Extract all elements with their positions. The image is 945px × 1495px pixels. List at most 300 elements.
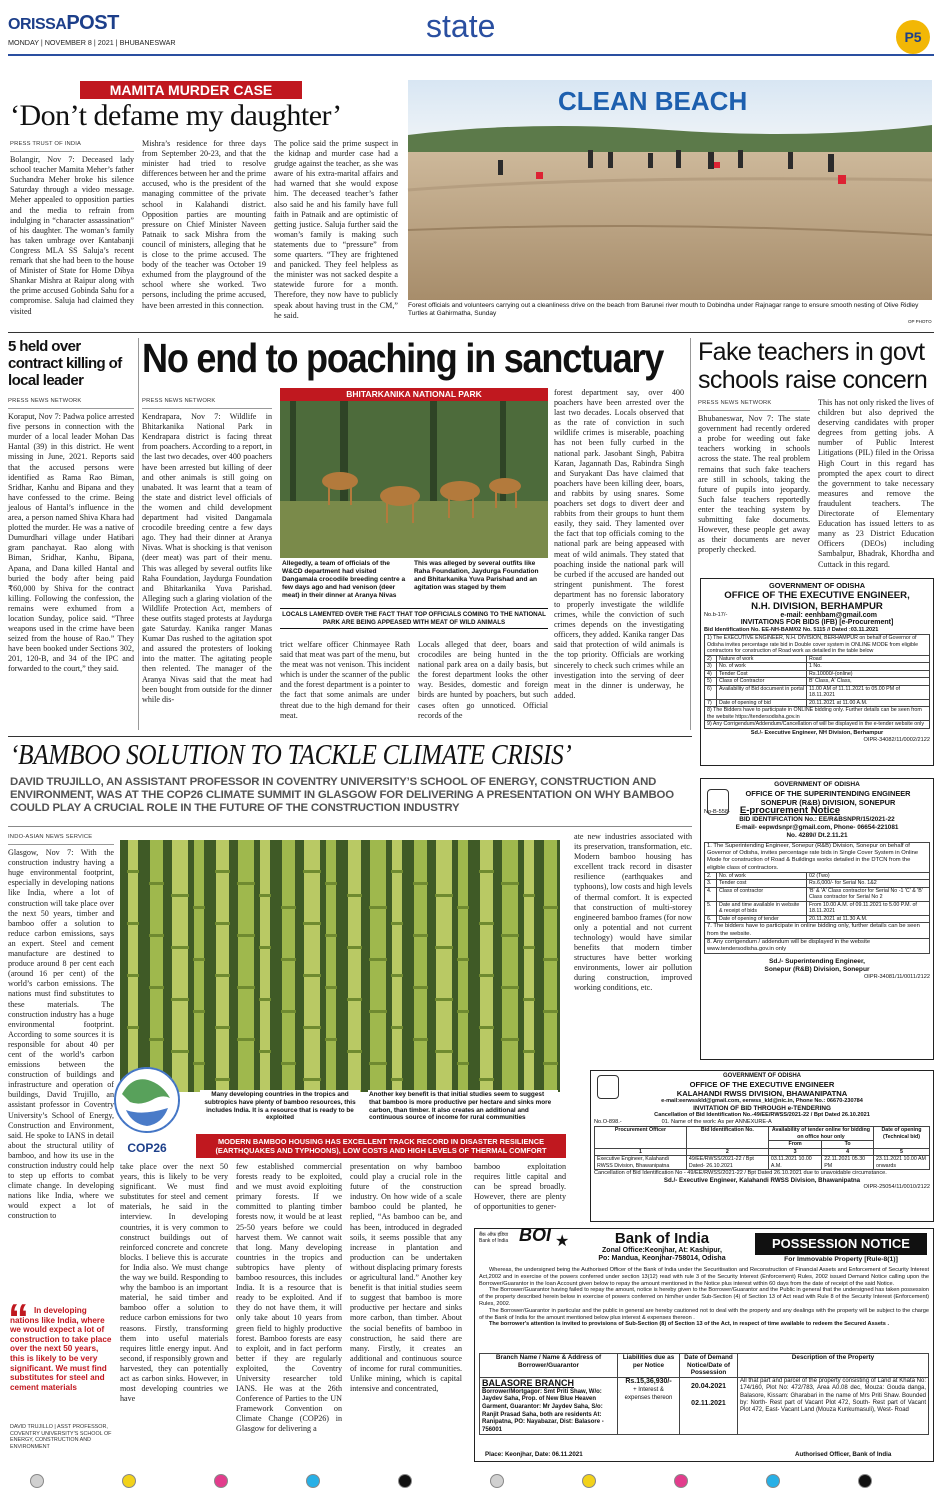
deer-photo — [280, 388, 548, 558]
bamboo-stalk — [348, 840, 361, 1092]
ad-s-cell: 5. — [705, 901, 717, 915]
ad-s-no: No-B-558- — [704, 809, 730, 815]
bamboo-stalk — [172, 840, 188, 1092]
bamboo-node — [259, 894, 271, 897]
bamboo-node — [215, 870, 230, 873]
ad-k-n3: 3 — [768, 1148, 821, 1156]
bamboo-node — [543, 1062, 558, 1065]
photo-label-bhitarkanika: BHITARKANIKA NATIONAL PARK — [280, 388, 548, 401]
bamboo-node — [237, 882, 255, 885]
ad-bank-of-india-possession — [474, 1225, 934, 1462]
registration-mark-icon — [306, 1474, 320, 1488]
ad-b-cell: Tender Cost — [717, 670, 807, 678]
boi-sub: Bank of India — [479, 1238, 509, 1244]
headline-fake-teachers: Fake teachers in govt schools raise concern — [698, 338, 928, 394]
ad-s-row — [705, 901, 930, 915]
bamboo-node — [479, 870, 494, 873]
bamboo-node — [193, 906, 205, 909]
boi-borrower: Borrower/Mortgagor: Smt Priti Shaw, W/o: Jaydev Saha, Prop. of New Blue Heaven Garment, Guarantor: Mr Jaydev Saha, S/o: Ranjit Prasad Saha, both are residents At: Ranipatna, PO: Nayabazar, Dist: Balasore - 756001 — [482, 1388, 604, 1433]
ad-s-l2: OFFICE OF THE SUPERINTENDING ENGINEER — [745, 789, 911, 798]
ad-k-h1: Bid Identification No. — [686, 1127, 768, 1149]
mamita-col-2: Mishra’s residence for three days from September 20-23, and that the minister had tried to resolve differences between her and the prime accused, who is the president of the managing committee of the private school in Kalahandi district. Opposition parties are mounting pressure on Chief Minister Naveen Patnaik to sack Mishra from the council of ministers, alleging that he is close to the prime accused. The body of the teacher was October 19 exhumed from the playground of the school where she worked. Two persons, including the prime accused, have been arrested in this connection. — [142, 139, 266, 310]
ad-b-cell: 11.00 AM of 11.11.2021 to 05.00 PM of 18.11.2021 — [807, 685, 930, 699]
ad-b-row — [705, 699, 930, 707]
bamboo-node — [501, 934, 519, 937]
bamboo-node — [501, 1038, 519, 1041]
ad-s-cell: 6. — [705, 915, 717, 923]
ad-k-note: Cancellation of Bid Identification No - 49/EE/RWSS/2021-22 / Bpt Dated 26.10.2021 due to unavoidable circumstance. — [594, 1170, 887, 1176]
ad-b-sig: Sd./- Executive Engineer, NH Division, Berhampur — [750, 729, 884, 736]
clean-beach-caption: Forest officials and volunteers carrying out a cleanliness drive on the beach from Barunei river mouth to Dobindha under Rajnagar range to ensure smooth nesting of Olive Ridley Turtles at Gahirmatha, Sunday — [408, 302, 919, 317]
ad-s-cell: 02 (Two) — [807, 872, 930, 880]
odisha-emblem-icon — [707, 789, 729, 815]
headline-koraput: 5 held over contract killing of local leader — [8, 338, 122, 389]
ad-s-cell: Rs.6,000/- for Serial No. 1&2 — [807, 880, 930, 888]
bamboo-pullquote-box — [8, 1295, 114, 1456]
ad-s-l3: SONEPUR (R&B) DIVISION, SONEPUR — [760, 798, 896, 807]
boi-notice-sub: For Immovable Property [Rule-8(1)] — [784, 1256, 898, 1263]
registration-mark-icon — [490, 1474, 504, 1488]
ad-b-row — [705, 670, 930, 678]
masthead — [8, 8, 938, 48]
byline-fake-teachers: PRESS NEWS NETWORK — [698, 398, 810, 411]
byline-bamboo: INDO-ASIAN NEWS SERVICE — [8, 832, 114, 845]
bamboo-node — [193, 1010, 205, 1013]
ad-b-intro: 1) The EXECUTIVE ENGINEER, N.H. DIVISION, BERHAMPUR on behalf of Governor of Odisha invites percentage rate bid in Double cover system in ONLINE MODE from eligible contractors for construction of Road work as detailed in the table below — [705, 635, 930, 656]
bamboo-node — [127, 870, 139, 873]
boi-d1: 20.04.2021 — [690, 1382, 727, 1390]
koraput-text: Koraput, Nov 7: Padwa police arrested five persons in connection with the murder of a local leader Mohan Das Hantal (39) in this district. He went missing in June, 2021. Reports said that the accused persons were identified as Rama Rao Biman, Sridhar, Kanhu and Bipana and they have confessed to the crime. Being jealous of Hantal’s influence in the area, a person named Shiva Khara had plotted the murder. He was a native of Dumurdhari village under Hatibari gram panchayat. Rao along with Biman, Sridhar, Kanhu, Bipana, Apana, and Dana killed Hantal and buried the body after being paid ₹60,000 by Shiva for the contract killing. Following the confession, the remains were exhumed from a location Sunday, police said. “Three weapons used in the crime have been seized from the house of Rao.” They have been booked under Sections 302, 201, 120-B, and 34 of the IPC and forwarded to the court,” they said. — [8, 412, 134, 674]
ad-k-no: No.O-898.- — [594, 1119, 622, 1125]
bamboo-node — [523, 1050, 535, 1053]
ad-s-cell: 4. — [705, 887, 717, 901]
bamboo-node — [127, 922, 139, 925]
ad-s-cell: Class of contractor — [717, 887, 807, 901]
ad-k-r3: 22.11.2021 05.30 PM — [822, 1156, 874, 1170]
bamboo-node — [237, 1038, 255, 1041]
bamboo-stalk — [304, 840, 320, 1092]
bamboo-node — [325, 882, 337, 885]
bamboo-node — [543, 1010, 558, 1013]
ad-s-cell: From 10.00 A.M. of 09.11.2021 to 5.00 P.M. of 18.11.2021 — [807, 901, 930, 915]
bamboo-node — [347, 946, 362, 949]
registration-mark-icon — [30, 1474, 44, 1488]
ad-s-email: E-mail- eepwdsnpr@gmail.com, Phone- 06654-221081 — [735, 824, 899, 831]
ad-s-cell: Date and time available in website & receipt of bids — [717, 901, 807, 915]
boi-p3: The Borrower/Guarantor in particular and the public in general are hereby cautioned not to deal with the property and any dealings with the property will be subject to the charge of the Bank of India for the amount mentioned below plus interest & expenses thereon . — [479, 1307, 929, 1321]
bamboo-node — [171, 894, 189, 897]
ad-b-r9: 9) Any Corrigendum/Addendum/Cancellation of will be displayed in the e-tender website only — [705, 721, 930, 729]
bamboo-node — [479, 922, 494, 925]
bamboo-stalk — [370, 840, 386, 1092]
rule-2 — [8, 736, 692, 737]
poaching-pull-strip: LOCALS LAMENTED OVER THE FACT THAT TOP OFFICIALS COMING TO THE NATIONAL PARK ARE BEING APPEASED WITH MEAT OF WILD ANIMALS — [280, 608, 548, 629]
byline-mamita: PRESS TRUST OF INDIA — [10, 139, 134, 152]
poaching-caption-right: This was alleged by several outfits like Raha Foundation, Jaydurga Foundation and Bhitarkanika Yuva Parishad and an agitation was staged by them — [414, 560, 539, 591]
quote-icon: “ — [8, 1295, 29, 1342]
bamboo-node — [391, 1078, 403, 1081]
rule-1 — [8, 332, 934, 333]
bamboo-col-b4: bamboo exploitation requires little capital and can be spread broadly. However, there are plenty of opportunities to gener- — [474, 1162, 566, 1212]
bamboo-node — [457, 906, 469, 909]
bamboo-caption-left: Many developing countries in the tropics and subtropics have plenty of bamboo resources, this includes India. It is a resource that is ready to be exploited — [200, 1090, 360, 1123]
bamboo-stalk — [216, 840, 229, 1092]
bamboo-node — [237, 986, 255, 989]
ad-s-l1: GOVERNMENT OF ODISHA — [774, 781, 860, 788]
ad-k-email: e-mail:eerwsskld@gmail.com, eerwss_kld@nic.in, Phone No.: 06670-230784 — [661, 1098, 863, 1104]
bamboo-stalk — [326, 840, 336, 1092]
ad-k-h3: Date of opening (Technical bid) — [873, 1127, 929, 1149]
bamboo-stalk — [392, 840, 402, 1092]
bamboo-stalk — [524, 840, 534, 1092]
boi-hindi: बैंक ऑफ़ इंडिया — [479, 1232, 509, 1238]
fake-text-1: Bhubaneswar, Nov 7: The state government had recently ordered a probe for weeding out fake teachers working in schools across the state. The real problem remains that such fake teachers are still in schools, taking the future of pupils into jeopardy. Such false teachers reportedly enter the teaching system by submitting fake documents. However, these people get away as their documents are never properly checked. — [698, 414, 810, 555]
bamboo-stalk — [458, 840, 468, 1092]
bamboo-node — [413, 1038, 428, 1041]
deer-illustration — [280, 401, 548, 558]
bamboo-node — [501, 986, 519, 989]
poaching-col-3: Locals alleged that deer, boars and crocodiles are being hunted in the national park area on a daily basis, but the forest department looks the other way. Besides, domestic and foreign birds are hunted by poachers, but such cases often go unnoticed. Official records of the — [418, 640, 548, 720]
ad-s-bid: BID IDENTIFICATION No.: EE/R&BSNPR/15/2021-22 — [739, 816, 895, 823]
ad-s-cell: Date of opening of tender — [717, 915, 807, 923]
boi-notice: POSSESSION NOTICE — [755, 1233, 927, 1255]
bamboo-illustration — [120, 840, 560, 1092]
boi-place: Place: Keonjhar, Date: 06.11.2021 — [485, 1451, 583, 1458]
bamboo-node — [193, 958, 205, 961]
mamita-col-1 — [10, 139, 134, 329]
ad-s-row — [705, 872, 930, 880]
brand-prefix: ORISSA — [8, 16, 67, 33]
ad-k-n5: 5 — [873, 1148, 929, 1156]
ad-b-r8: 8) The Bidders have to participate in ONLINE bidding only. Further details can be seen from the website https://tendersodisha.gov.in — [705, 707, 930, 721]
registration-mark-icon — [398, 1474, 412, 1488]
bamboo-node — [369, 958, 387, 961]
bamboo-caption-right: Another key benefit is that initial studies seem to suggest that bamboo is more productive per hectare and sinks more carbon, than timber. It also creates an additional and continuous source of income for rural communities — [368, 1090, 558, 1123]
byline-poaching: PRESS NEWS NETWORK — [142, 396, 272, 409]
bamboo-node — [479, 974, 494, 977]
boi-zonal: Zonal Office:Keonjhar, At: Kashipur, — [602, 1247, 722, 1254]
ad-s-table — [704, 842, 930, 954]
ad-s-code: OIPR-34081/11/0011/2122 — [863, 974, 930, 981]
bamboo-stalk — [502, 840, 518, 1092]
bamboo-col-b3: presentation on why bamboo could play a crucial role in the future of the construction industry. On how wide of a scale bamboo could be planted, he replied, “As bamboo can be, and has been, introduced in degraded soils, it seems possible that any increase in plantation and production can be undertaken without displacing primary forests or agricultural land.” Another key benefit is that initial studies seem to suggest that bamboo is more productive per hectare and sinks more carbon, than timber. About the social benefits of bamboo in construction, he said there are many. Firstly, it creates an additional and continuous source of income for rural communities. Unlike mining, which is capital intensive and concentrated, — [350, 1162, 462, 1394]
bamboo-node — [325, 934, 337, 937]
boi-desc: All that part and parcel of the property consisting of Land at Khata No: 174/160, Plot No: 472/783, Area A0.08 dec, Mouza: Gouda danga, Balasore, Kissam: Gharabari in the name of Mrs Priti Shaw. Bounded by: North- Rest part of Vacant Plot 472, South- Rest part of Vacant Plot 472, East- Vacant Land (Mouza Kunkumasuli), West- Road — [738, 1377, 929, 1435]
ad-b-table — [704, 634, 930, 729]
boi-logo — [479, 1225, 570, 1260]
poaching-col-4: forest department say, over 400 poachers have been arrested over the last two decades. Locals observed that as the rate of conviction in such wildlife crimes is miserable, poaching has not been fully curbed in the national park. Jasobant Singh, Pabitra Karan, Jagannath Das, Rabindra Singh and Suryakant Das have claimed that poachers have been killing deer, boars, and rabbits by using snares. Some poachers set dogs to divert deer and rabbits from their groups to hunt them easily, they said. They lamented over the fact that top officials coming to the national park are being appeased with meat of wild animals. They stated that poaching inside the national park will be curbed if the accused are handed out stringent punishment. The forest department has no forensic laboratory to properly investigate the wildlife crimes, while the conviction of such crimes depends on the investigating officers, they added. Kanika ranger Das said that protection of wild animals is the top priority. Officials are working sincerely to check such crimes while an investigation into the serving of deer meat in the dinner is underway, he added. — [554, 388, 684, 700]
bamboo-node — [149, 1038, 164, 1041]
boi-th1: Liabilities due as per Notice — [618, 1354, 680, 1378]
boi-table — [479, 1353, 929, 1435]
bamboo-photo — [120, 840, 560, 1092]
boi-d2: 02.11.2021 — [691, 1399, 726, 1407]
bamboo-node — [303, 1078, 321, 1081]
bamboo-stalk — [544, 840, 557, 1092]
bamboo-text-1: Glasgow, Nov 7: With the construction industry having a huge environmental footprint, especially in developing nations like India, where a lot of construction will take place over the next 50 years, timber and bamboo offer a solution to reduce carbon emissions, says an expert. Steel and cement manufacture are destined to produce around 8 per cent each (around 16 per cent) of the world’s carbon emissions. The nations must find substitutes to these materials. The construction industry has a huge environmental footprint. According to some sources it is responsible for about 40 per cent of the world’s carbon emissions between the construction of buildings and infrastructure and operation of buildings, David Trujillo, an assistant professor in Coventry University’s School of Energy, Construction and Environment, said. He spoke to IANS in detail about the structural utility of bamboo, and how its use in the construction industry could help to step up efforts to combat climate change. In developing nations like India, where we would expect a lot of construction to — [8, 848, 114, 1221]
registration-mark-icon — [122, 1474, 136, 1488]
ad-b-cell: 2) — [705, 655, 717, 663]
ad-s-r8: 8. Any corrigendum / addendum will be displayed in the website www.tendersodisha.gov.in only — [705, 938, 930, 953]
ad-s-intro: 1. The Superintending Engineer, Sonepur (R&B) Division, Sonepur on behalf of Governor of Odisha, invites percentage rate bids in Single Cover System in Online Mode for construction of Road & Buildings works detailed in the DTCN from the eligible class of contractors. — [705, 843, 930, 873]
ad-b-cell: 7) — [705, 699, 717, 707]
bamboo-col-right: ate new industries associated with its preservation, transformation, etc. Modern bamboo housing has excellent track record in disaster resilience (earthquakes and typhoons), low costs and high levels of thermal comfort. It is expected that construction of multi-storey engineered bamboo frames (for now only a potential and not current technology) would have similar benefits that modern timber structures have better working environments, lower air pollution during construction, improved working conditions, etc. — [574, 832, 692, 993]
bamboo-node — [303, 870, 321, 873]
bamboo-node — [457, 1062, 469, 1065]
ad-k-from: From — [768, 1141, 821, 1149]
ad-k-table — [594, 1126, 930, 1170]
ad-k-name: 01. Name of the work: As per ANNEXURE-A — [661, 1119, 772, 1125]
ad-k-l3: KALAHANDI RWSS DIVISION, BHAWANIPATNA — [676, 1089, 848, 1098]
ad-k-r0: Executive Engineer, Kalahandi RWSS Division, Bhawanipatna — [595, 1156, 687, 1170]
ad-k-h2: Availability of tender online for bidding on office hour only — [768, 1127, 873, 1141]
bamboo-node — [391, 974, 403, 977]
ad-k-h0: Procurement Officer — [595, 1127, 687, 1149]
bamboo-stalk — [480, 840, 493, 1092]
bamboo-node — [543, 906, 558, 909]
bamboo-node — [347, 1050, 362, 1053]
bamboo-node — [149, 934, 164, 937]
bamboo-node — [413, 882, 428, 885]
bamboo-node — [457, 958, 469, 961]
boi-th2: Date of Demand Notice/Date of Possession — [680, 1354, 738, 1378]
bamboo-node — [435, 946, 453, 949]
ad-b-l3: N.H. DIVISION, BERHAMPUR — [751, 601, 883, 612]
bamboo-node — [325, 1038, 337, 1041]
ad-b-cell: Class of Contractor — [717, 678, 807, 686]
fake-col-1 — [698, 398, 810, 566]
colour-registration-bar — [30, 1474, 930, 1488]
bamboo-node — [193, 1062, 205, 1065]
bamboo-node — [281, 1062, 296, 1065]
bamboo-stalk — [238, 840, 254, 1092]
bamboo-node — [347, 998, 362, 1001]
headline-poaching: No end to poaching in sanctuary — [142, 335, 664, 381]
boi-amt2: + Interest & expenses thereon — [624, 1386, 673, 1401]
bamboo-stalk — [260, 840, 270, 1092]
headline-bamboo: ‘BAMBOO SOLUTION TO TACKLE CLIMATE CRISIS’ — [10, 740, 572, 771]
ad-k-r1: 49/EE/RWSS/2021-22 / Bpt Dated- 26.10.2021 — [686, 1156, 768, 1170]
brand-logo — [8, 12, 119, 35]
bamboo-node — [237, 934, 255, 937]
ad-b-cell: 3) — [705, 663, 717, 671]
fake-col-2: This has not only risked the lives of children but also deprived the deserving candidates with proper degrees from getting jobs. A number of Public Interest Litigations (PIL) filed in the Orissa High Court in this regard has prompted the apex court to direct the government to take necessary measures and remove the fraudulent teachers. The Directorate of Elementary Education has issued letters to as many as 23 District Education Officers (DEOs) including Sambalpur, Bhadrak, Khordha and Cuttack in this regard. — [818, 398, 934, 569]
ad-s-cell: 'B' & 'A' Class contractor for Serial No -1 'C' & 'B' Class contractor for Serial No 2 — [807, 887, 930, 901]
bamboo-node — [171, 998, 189, 1001]
bamboo-node — [303, 1026, 321, 1029]
registration-mark-icon — [858, 1474, 872, 1488]
ad-b-cell: Nature of work — [717, 655, 807, 663]
ad-b-cell: B' Class, A' Class, — [807, 678, 930, 686]
bamboo-node — [391, 922, 403, 925]
bamboo-node — [457, 1010, 469, 1013]
ad-k-title: INVITATION OF BID THROUGH e-TENDERING — [693, 1105, 831, 1112]
bamboo-pullquote-attr: DAVID TRUJILLO | ASST PROFESSOR, COVENTRY UNIVERSITY’S SCHOOL OF ENERGY, CONSTRUCTION AND ENVIRONMENT — [10, 1424, 112, 1450]
bamboo-node — [369, 1062, 387, 1065]
boi-p1: Whereas, the undersigned being the Authorised Officer of the Bank of India under the Securitisation and Reconstruction of Financial Assets and Enforcement of Security Interest Act,2002 and in exercise of the powers conferred under section 13(12) read with rule 3 of the Security Interest (Enforcement) Rules, 2002 issued Demand Notice calling upon the Borrower/Guarantor in the loan Account given below to repay the amount mentioned in the Notice plus interest within 60 days from the date of receipt of the said Notice. — [479, 1267, 929, 1287]
clean-beach-credit: OP PHOTO — [908, 319, 932, 324]
mamita-text-1: Bolangir, Nov 7: Deceased lady school teacher Mamita Meher’s father Suchandra Meher broke his silence Saturday through a video message. Meher appealed to opposition parties and the media to refrain from indulging in “character assassination” of his daughter. The woman’s family has taken umbrage over Kantabanji Congress MLA SS Saluja’s recent remark that she had been to the house of Minister of State for Home Dibya Shankar Mishra at Raipur along with the prime accused Gobinda Sahu for a compromise. Saluja had claimed they visited — [10, 155, 134, 316]
boi-th3: Description of the Property — [738, 1354, 929, 1378]
cop26-text: COP26 — [127, 1141, 167, 1155]
ad-b-cell: 20.11.2021 at 11.00 A.M. — [807, 699, 930, 707]
ad-s-sig1: Sd./- Superintending Engineer, — [769, 958, 865, 966]
bamboo-node — [127, 974, 139, 977]
boi-branch: BALASORE BRANCH — [482, 1377, 574, 1388]
registration-mark-icon — [582, 1474, 596, 1488]
bamboo-stalk — [436, 840, 452, 1092]
ad-s-row — [705, 915, 930, 923]
rule-3 — [8, 826, 692, 827]
bamboo-stalk — [194, 840, 204, 1092]
ad-b-cell: Rs.10000/-(online) — [807, 670, 930, 678]
bamboo-stalk — [128, 840, 138, 1092]
bamboo-node — [171, 946, 189, 949]
ad-b-cell: 6) — [705, 685, 717, 699]
bamboo-node — [479, 1078, 494, 1081]
bamboo-stalk — [150, 840, 163, 1092]
boi-title: Bank of India — [614, 1230, 710, 1247]
brand-main: POST — [66, 12, 119, 34]
ad-k-n1: 1 — [595, 1148, 687, 1156]
boi-amt: Rs.15,36,930/- — [625, 1377, 672, 1385]
bamboo-node — [435, 894, 453, 897]
bamboo-node — [281, 906, 296, 909]
bamboo-node — [303, 922, 321, 925]
ad-s-row — [705, 887, 930, 901]
ad-b-no: No.b-17/- — [704, 612, 728, 618]
divider-v1 — [138, 338, 139, 730]
bamboo-node — [391, 870, 403, 873]
ad-b-code: OIPR-34082/11/0002/2122 — [863, 736, 930, 743]
ad-s-title: E-procurement Notice — [739, 805, 841, 816]
ad-b-cell: 1 No. — [807, 663, 930, 671]
ad-s-row — [705, 880, 930, 888]
boi-mark: BOI — [519, 1225, 552, 1245]
ad-b-l2: OFFICE OF THE EXECUTIVE ENGINEER, — [724, 590, 910, 601]
byline-koraput: PRESS NEWS NETWORK — [8, 396, 134, 409]
bamboo-stalk — [414, 840, 427, 1092]
star-icon: ★ — [555, 1233, 570, 1250]
bamboo-col-b1: take place over the next 50 years, this is likely to be very significant. We must find substitutes for steel and cement materials, he said in the interview. In developing countries, it is very common to construct buildings out of reinforced concrete and concrete blocks. I believe this is accurate for India also. We must change the way we build. Responding to why the bamboo is an important material, he said timber and bamboo offer a solution to reduce carbon emissions for two reasons. Firstly, transforming them into useful materials requires little energy input. And second, if responsibly grown and harvested, they can potentially act as carbon sinks. However, in most developing countries we have — [120, 1162, 228, 1404]
kicker-mamita: MAMITA MURDER CASE — [80, 81, 302, 99]
headline-mamita: ‘Don’t defame my daughter’ — [10, 99, 342, 132]
ad-b-row — [705, 663, 930, 671]
bamboo-node — [281, 958, 296, 961]
bamboo-node — [171, 1050, 189, 1053]
bamboo-node — [303, 974, 321, 977]
ad-b-row — [705, 678, 930, 686]
bamboo-node — [435, 1050, 453, 1053]
ad-b-cell: Road — [807, 655, 930, 663]
bamboo-node — [523, 998, 535, 1001]
ad-s-cell: No. of work — [717, 872, 807, 880]
ad-b-cell: Availability of Bid document in portal — [717, 685, 807, 699]
bamboo-node — [543, 958, 558, 961]
bamboo-col-b2: few established commercial forests ready to be exploited, and we must avoid exploiting primary forests. If we committed to planting timber forests now, it would be at least 25-50 years before we could harvest them. We cannot wait that long. Many developing countries in the tropics and subtropics have plenty of bamboo resources, this includes India. It is a resource that is ready to be exploited. And if they do not have them, it will only take about 10 years from green field to highly productive forest. Bamboo forests are easy to exploit, and in fact perform better if they are regularly exploited, the Coventry University researcher told IANS. He was at the 26th Conference of Parties to the UN Framework Convention on Climate Change (COP26) in Glasgow for delivering a — [236, 1162, 342, 1434]
bamboo-node — [523, 894, 535, 897]
bamboo-node — [325, 986, 337, 989]
bamboo-strip: MODERN BAMBOO HOUSING HAS EXCELLENT TRACK RECORD IN DISASTER RESILIENCE (EARTHQUAKES AND TYPHOONS), LOW COSTS AND HIGH LEVELS OF THERMAL COMFORT — [196, 1134, 566, 1158]
ad-sonepur-tender — [700, 778, 934, 1060]
koraput-col — [8, 396, 134, 732]
boi-p2: The Borrower/Guarantor having failed to repay the amount, notice is hereby given to the Borrower/Guarantor and the Public in general that the undersigned has taken possession of the property described herein below in exercise of powers conferred on him/her under Sub-Section (4) of Section 13 of Act read with Rule 8 of the Security Interest (Enforcement) Rules, 2002. — [479, 1287, 929, 1307]
ad-s-cell: Tender cost — [717, 880, 807, 888]
boi-p4: The borrower's attention is invited to provisions of Sub-Section (8) of Section 13 of the Act, in respect of time available to redeem the Secured Assets . — [489, 1321, 890, 1328]
ad-b-l1: GOVERNMENT OF ODISHA — [768, 581, 866, 590]
poaching-caption-left: Allegedly, a team of officials of the W&CD department had visited Dangamala crocodile breeding centre a few days ago and had venison (deer meat) in their dinner at Aranya Nivas — [282, 560, 406, 599]
ad-k-code: OIPR-25054/11/0010/2122 — [863, 1184, 930, 1190]
poaching-text-1: Kendrapara, Nov 7: Wildlife in Bhitarkanika National Park in Kendrapara district is facing threat from poachers. According to a report, in the last two decades, over 400 poachers have been arrested but killing of deer and other animals is still going on unabated. It was learnt that a team of the state and district level officials of the women and child development department had visited Dangamala crocodile breeding centre a few days ago. They had their dinner at Aranya Nivas. What is shocking is that venison (deer meat) was part of their menu. This was alleged by several outfits like Raha Foundation, Jaydurga Foundation and Bhitarkanika Yuva Parishad. Alleging such a glaring violation of the Wildlife Protection Act, members of these outfits staged protests at Jaydurga gate Saturday. Kanika ranger Manas Kumar Das rushed to the agitation spot and assured the protesters of looking into the matter. The agitating people then relented. The manager of the Aranya Nivas said that the meat had been bought from outside for the dinner while dis- — [142, 412, 272, 704]
bamboo-node — [149, 986, 164, 989]
bamboo-node — [215, 1078, 230, 1081]
masthead-rule — [8, 54, 934, 56]
clean-beach-photo — [408, 80, 932, 300]
ad-b-email: e-mail: eenhbam@gmail.com — [780, 612, 877, 619]
bamboo-node — [479, 1026, 494, 1029]
ad-b-cell: 4) — [705, 670, 717, 678]
bamboo-node — [281, 1010, 296, 1013]
beach-illustration — [408, 80, 932, 300]
registration-mark-icon — [214, 1474, 228, 1488]
ad-k-l1: GOVERNMENT OF ODISHA — [722, 1073, 801, 1079]
bamboo-node — [127, 1026, 139, 1029]
poaching-col-2: trict welfare officer Chinmayee Rath said that meat was part of the menu, but the meat was not venison. This incident which is under the scanner of the public and the forest department is a pointer to the fact that some animals are under threat due to the high demand for their meat. — [280, 640, 410, 720]
ad-b-bid: Bid Identification No. EE-NH-BAM/02 No. 5115 // Dated :03.11.2021 — [704, 627, 879, 633]
ad-b-title: INVITATIONS FOR BIDS (IFB) [e-Procurement] — [740, 619, 894, 626]
ad-b-row — [705, 685, 930, 699]
ad-k-r2: 03.11.2021 10.00 A.M. — [768, 1156, 821, 1170]
bamboo-node — [369, 1010, 387, 1013]
ad-k-n2: 2 — [686, 1148, 768, 1156]
clean-beach-headline: CLEAN BEACH — [558, 86, 748, 116]
bamboo-node — [259, 998, 271, 1001]
bamboo-node — [259, 946, 271, 949]
poaching-col-1 — [142, 396, 272, 732]
ad-s-cell: 3. — [705, 880, 717, 888]
page-number-badge: P5 — [896, 20, 930, 54]
ad-kalahandi-tender — [590, 1070, 934, 1222]
boi-po: Po: Mandua, Keonjhar-758014, Odisha — [598, 1255, 726, 1262]
boi-auth: Authorised Officer, Bank of India — [795, 1451, 892, 1458]
bamboo-node — [369, 906, 387, 909]
bamboo-node — [523, 946, 535, 949]
bamboo-node — [215, 974, 230, 977]
bamboo-node — [391, 1026, 403, 1029]
ad-b-row — [705, 655, 930, 663]
ad-b-cell: Date of opening of bid — [717, 699, 807, 707]
bamboo-pullquote: In developing nations like India, where we would expect a lot of construction to take place over the next 50 years, this is likely to be very significant. We must find substitutes for steel and cement materials — [10, 1306, 112, 1392]
bamboo-stalk — [282, 840, 295, 1092]
ad-k-cancel: Cancellation of Bid Identification No.-49/EE/RWSS/2021-22 / Bpt Dated 26.10.2021 — [654, 1112, 870, 1118]
bamboo-node — [149, 882, 164, 885]
ad-k-r4: 23.11.2021 10.00 AM onwards — [873, 1156, 929, 1170]
globe-icon — [112, 1064, 182, 1136]
bamboo-node — [413, 934, 428, 937]
cop26-logo — [112, 1064, 182, 1155]
ad-s-dt: No. 4289// Dt.2.11.21 — [786, 832, 848, 839]
bamboo-node — [435, 998, 453, 1001]
ad-k-to: To — [822, 1141, 874, 1149]
bamboo-node — [259, 1050, 271, 1053]
boi-th0: Branch Name / Name & Address of Borrower/Guarantor — [480, 1354, 618, 1378]
ad-s-r7: 7. The bidders have to participate in online bidding only, further details can be seen from the website. — [705, 923, 930, 938]
ad-k-sig: Sd./- Executive Engineer, Kalahandi RWSS Division, Bhawanipatna — [663, 1177, 861, 1184]
registration-mark-icon — [674, 1474, 688, 1488]
ad-k-n4: 4 — [822, 1148, 874, 1156]
bamboo-node — [347, 894, 362, 897]
bamboo-node — [215, 922, 230, 925]
